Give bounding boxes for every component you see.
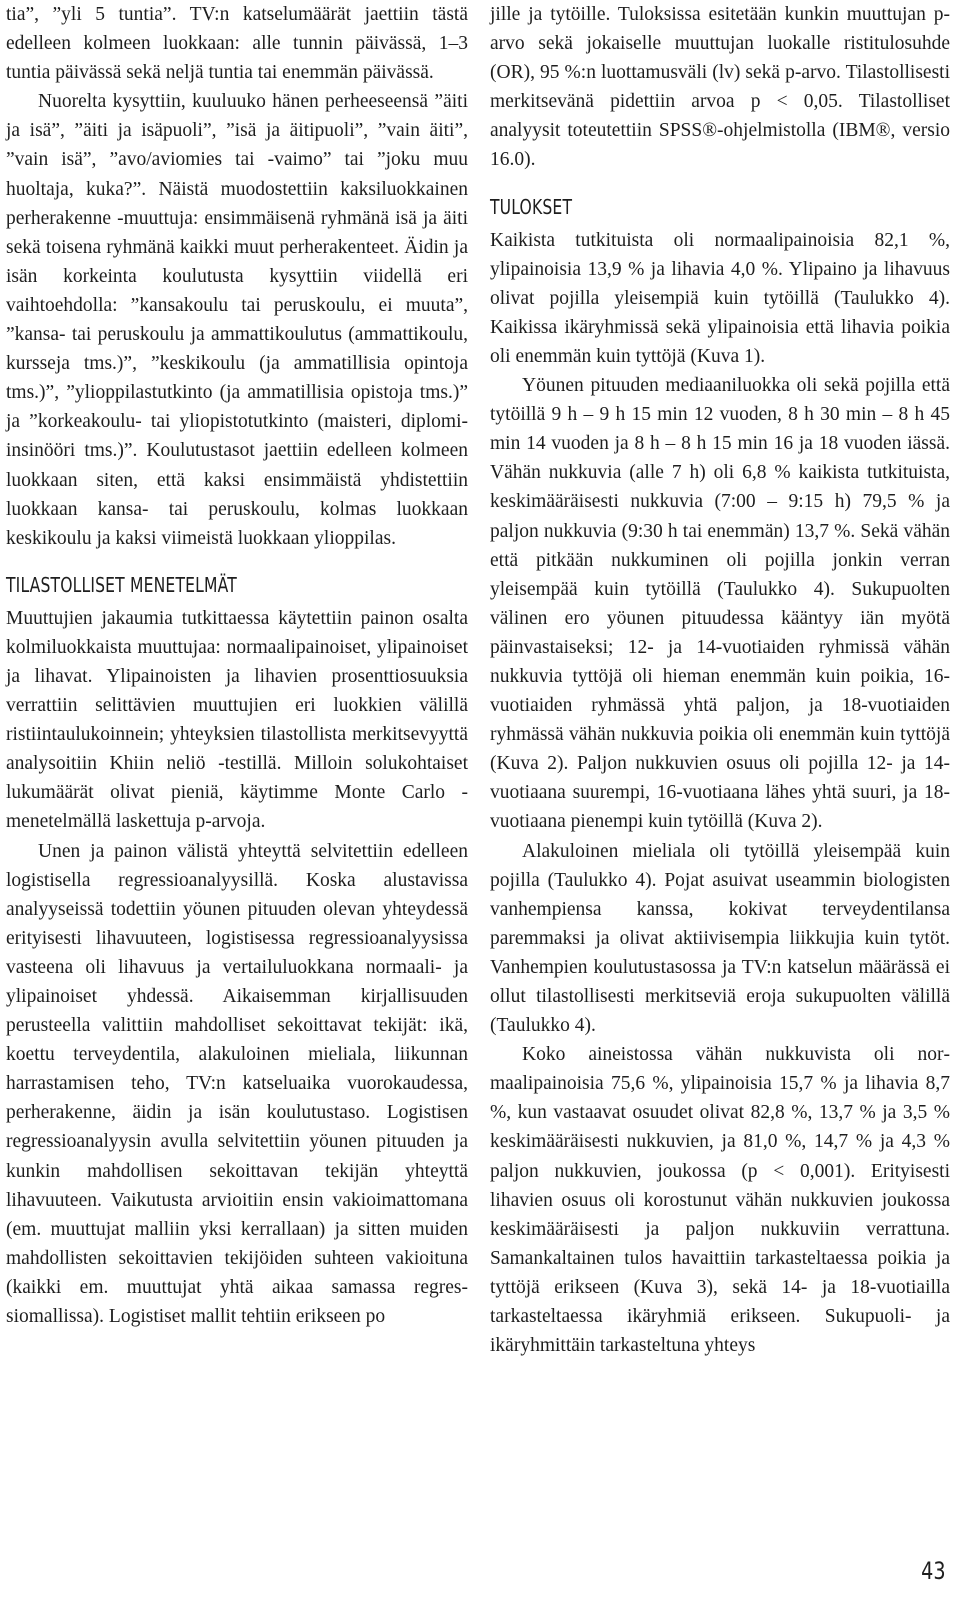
- results-paragraph-4: Koko aineistossa vähän nukkuvista oli normaalipainoisia 75,6 %, ylipainoisia 15,7 % ja lihavia 8,7 %, kun vastaavat osuudet olivat 82,8 %, 13,7 % ja 3,5 % keskimääräisesti nukkuvien, ja 81,0 %, 14,7 % ja 4,3 % paljon nukkuvien, joukossa (p < 0,001). Erityisesti lihavien osuus oli korostunut vähän nukkuvien joukossa keskimääräisesti ja paljon nukkuviin verrattuna. Samankaltainen tulos havaittiin tarkasteltaessa poikia ja tyttöjä erikseen (Kuva 3), sekä 14- ja 18-vuotiailla tarkasteltaessa ikäryhmiä erikseen. Sukupuoli- ja ikäryhmittäin tarkasteltuna yhteys: [490, 1044, 950, 1357]
- results-paragraph-1: Kaikista tutkituista oli normaalipainoisia 82,1 %, ylipainoisia 13,9 % ja lihavia 4,0 %. Ylipaino ja lihavuus olivat pojilla yleisempiä kuin tytöillä (Taulukko 4). Kaikissa ikäryhmissä sekä ylipainoisia että lihavia poikia oli enemmän kuin tyttöjä (Kuva 1).: [490, 229, 950, 367]
- family-structure-paragraph: Nuorelta kysyttiin, kuuluuko hänen perheeseensä ”äiti ja isä”, ”äiti ja isäpuoli”, ”isä ja äitipuoli”, ”vain äiti”, ”vain isä”, ”avo/aviomies tai -vaimo” tai ”joku muu huoltaja, kuka?”. Näistä muodostettiin kaksiluokkainen perherakenne -muuttuja: ensimmäisenä ryhmänä isä ja äiti sekä toisena ryhmänä kaikki muut perherakenteet. Äidin ja isän korkeinta koulutusta kysyttiin viidellä eri vaihtoehdolla: ”kansakoulu tai peruskoulu, ei muuta”, ”kansa- tai peruskoulu ja ammattikoulutus (ammattikoulu, kursseja tms.)”, ”keskikoulu (ja ammatillisia opintoja tms.)”, ”ylioppilastutkinto (ja ammatillisia opistoja tms.)” ja ”korkeakoulu- tai yliopistotutkinto (maisteri, diplomiinsinööri tms.)”. Koulutustasot jaettiin edelleen kolmeen luokkaan siten, että kaksi ensimmäistä yhdistettiin luokkaan kansa- tai peruskoulu, kolmas luokkaan keskikoulu ja kaksi viimeistä luokkaan ylioppilas.: [6, 91, 468, 549]
- methods-paragraph-2: Unen ja painon välistä yhteyttä selvitettiin edelleen logistisella regressioanalyysillä. Koska alustavissa analyyseissä todettiin yöunen pituuden olevan yhteydessä erityisesti lihavuuteen, logistisessa regressioanalyysissa vasteena oli lihavuus ja vertailuluokkana normaali- ja ylipainoiset yhdessä. Aikaisemman kirjallisuuden perusteella valittiin mahdolliset sekoittavat tekijät: ikä, koettu terveydentila, alakuloinen mieliala, liikunnan harrastamisen teho, TV:n katseluaika vuorokaudessa, perherakenne, äidin ja isän koulutustaso. Logistisen regressioanalyysin avulla selvitettiin yöunen pituuden ja kunkin mahdollisen sekoittavan tekijän yhteyttä lihavuuteen. Vaikutusta arvioitiin ensin vakioimattomana (em. muuttujat malliin yksi kerrallaan) ja sitten muiden mahdollisten sekoittavien tekijöiden suhteen vakioituna (kaikki em. muuttujat yhtä aikaa samassa regressiomallissa). Logistiset mallit tehtiin erikseen po: [6, 840, 468, 1328]
- methods-continued-paragraph: jille ja tytöille. Tuloksissa esitetään kunkin muuttujan p-arvo sekä jokaiselle muuttujan luokalle ristitulosuhde (OR), 95 %:n luottamusväli (lv) sekä p-arvo. Tilastollisesti merkitsevänä pidettiin arvoa p < 0,05. Tilastolliset analyysit toteutettiin SPSS®-ohjelmistolla (IBM®, versio 16.0).: [490, 4, 950, 171]
- intro-paragraph: tia”, ”yli 5 tuntia”. TV:n katselumäärät jaettiin tästä edelleen kolmeen luokkaan: alle tunnin päivässä, 1–3 tuntia päivässä sekä neljä tuntia tai enemmän päivässä.: [6, 4, 468, 84]
- left-column: [6, 0, 468, 1331]
- results-heading: TULOKSET: [490, 194, 573, 219]
- methods-paragraph-1: Muuttujien jakaumia tutkittaessa käytettiin painon osalta kolmiluokkaista muuttujaa: normaalipainoiset, ylipainoiset ja lihavat. Ylipainoisten ja lihavien prosenttiosuuksia verrattiin selittävien muuttujien eri luokkien välillä ristiintaulukoinnein; yhteyksien tilastollista merkitsevyyttä analysoitiin Khiin neliö -testillä. Milloin solukohtaiset lukumäärät olivat pieniä, käytimme Monte Carlo -menetelmällä laskettuja p-arvoja.: [6, 607, 468, 833]
- page-number: 43: [921, 1557, 946, 1585]
- methods-heading: TILASTOLLISET MENETELMÄT: [6, 572, 237, 597]
- right-column: [490, 0, 950, 1360]
- results-paragraph-3: Alakuloinen mieliala oli tytöillä yleisempää kuin pojilla (Taulukko 4). Pojat asuivat useammin biologisten vanhempiensa kanssa, kokivat terveydentilansa paremmaksi ja olivat aktiivisempia liikkujia kuin tytöt. Vanhempien koulutustasossa ja TV:n katselun määrässä ei ollut tilastollisesti merkitseviä eroja sukupuolten välillä (Taulukko 4).: [490, 840, 950, 1037]
- results-paragraph-2: Yöunen pituuden mediaaniluokka oli sekä pojilla että tytöillä 9 h – 9 h 15 min 12 vuoden, 8 h 30 min – 8 h 45 min 14 vuoden ja 8 h – 8 h 15 min 16 ja 18 vuoden iässä. Vähän nukkuvia (alle 7 h) oli 6,8 % kaikista tutkituista, keskimääräisesti nukkuvia (7:00 – 9:15 h) 79,5 % ja paljon nukkuvia (9:30 h tai enemmän) 13,7 %. Sekä vähän että pitkään nukkuminen oli pojilla jonkin verran yleisempää kuin tytöillä (Taulukko 4). Sukupuolten välinen ero yöunen pituudessa kääntyy iän myötä päinvastaiseksi; 12- ja 14-vuotiaiden ryhmissä vähän nukkuvia tyttöjä oli hieman enemmän kuin poikia, 16-vuotiaiden ryhmässä yhtä paljon, ja 18-vuotiaiden ryhmässä vähän nukkuvia poikia oli enemmän kuin tyttöjä (Kuva 2). Paljon nukkuvien osuus oli pojilla 12- ja 14-vuotiaana suurempi, 16-vuotiaana lähes yhtä suuri, ja 18-vuotiaana pienempi kuin tytöillä (Kuva 2).: [490, 375, 950, 833]
